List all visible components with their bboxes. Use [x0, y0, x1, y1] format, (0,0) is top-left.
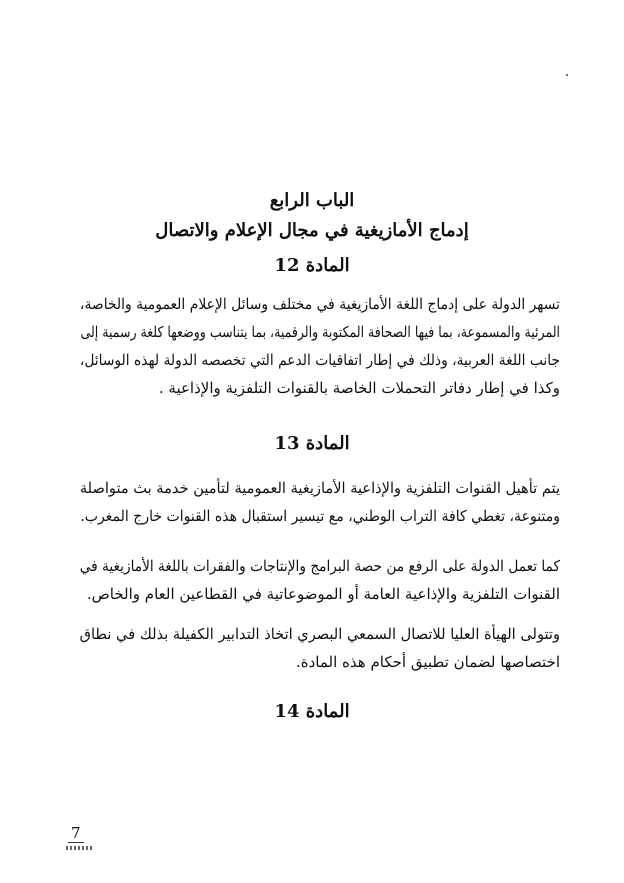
text-line: كما تعمل الدولة على الرفع من حصة البرامج والإنتاجات والفقرات باللغة الأمازيغية في	[79, 557, 560, 575]
text-line: جانب اللغة العربية، وذلك في إطار اتفاقيات الدعم التي تخصصه الدولة لهذه الوسائل،	[79, 351, 561, 369]
text-line: اختصاصها لضمان تطبيق أحكام هذه المادة.	[296, 653, 560, 671]
text-line: وتتولى الهيأة العليا للاتصال السمعي البصري اتخاذ التدابير الكفيلة بذلك في نطاق	[79, 625, 560, 643]
chapter-subheading: إدماج الأمازيغية في مجال الإعلام والاتصال	[155, 220, 469, 241]
chapter-heading: الباب الرابع	[269, 190, 355, 211]
footer-mark	[66, 846, 94, 850]
text-line: ومتنوعة، تغطي كافة التراب الوطني، مع تيسير استقبال هذه القنوات خارج المغرب.	[80, 507, 561, 525]
page-number: 7	[68, 824, 84, 843]
text-line: تسهر الدولة على إدماج اللغة الأمازيغية في مختلف وسائل الإعلام العمومية والخاصة،	[79, 295, 560, 313]
article-12-paragraph-1	[80, 290, 560, 402]
article-13-paragraph-2	[80, 552, 560, 608]
article-14-title: المادة 14	[274, 701, 350, 722]
article-13-paragraph-1	[80, 474, 560, 530]
article-13-title: المادة 13	[274, 433, 350, 454]
text-line: يتم تأهيل القنوات التلفزية والإذاعية الأمازيغية العمومية لتأمين خدمة بث متواصلة	[79, 479, 560, 497]
chapter-heading-block	[0, 186, 624, 246]
text-line: وكذا في إطار دفاتر التحملات الخاصة بالقنوات التلفزية والإذاعية .	[158, 379, 560, 397]
article-13-paragraph-3	[80, 620, 560, 676]
scan-speck	[566, 74, 568, 76]
text-line: القنوات التلفزية والإذاعية العامة أو الموضوعاتية في القطاعين العام والخاص.	[86, 585, 560, 603]
text-line: المرئية والمسموعة، بما فيها الصحافة المكتوبة والرقمية، بما يتناسب ووضعها كلغة رسمية إلى	[80, 323, 561, 341]
article-12-title: المادة 12	[274, 255, 350, 276]
